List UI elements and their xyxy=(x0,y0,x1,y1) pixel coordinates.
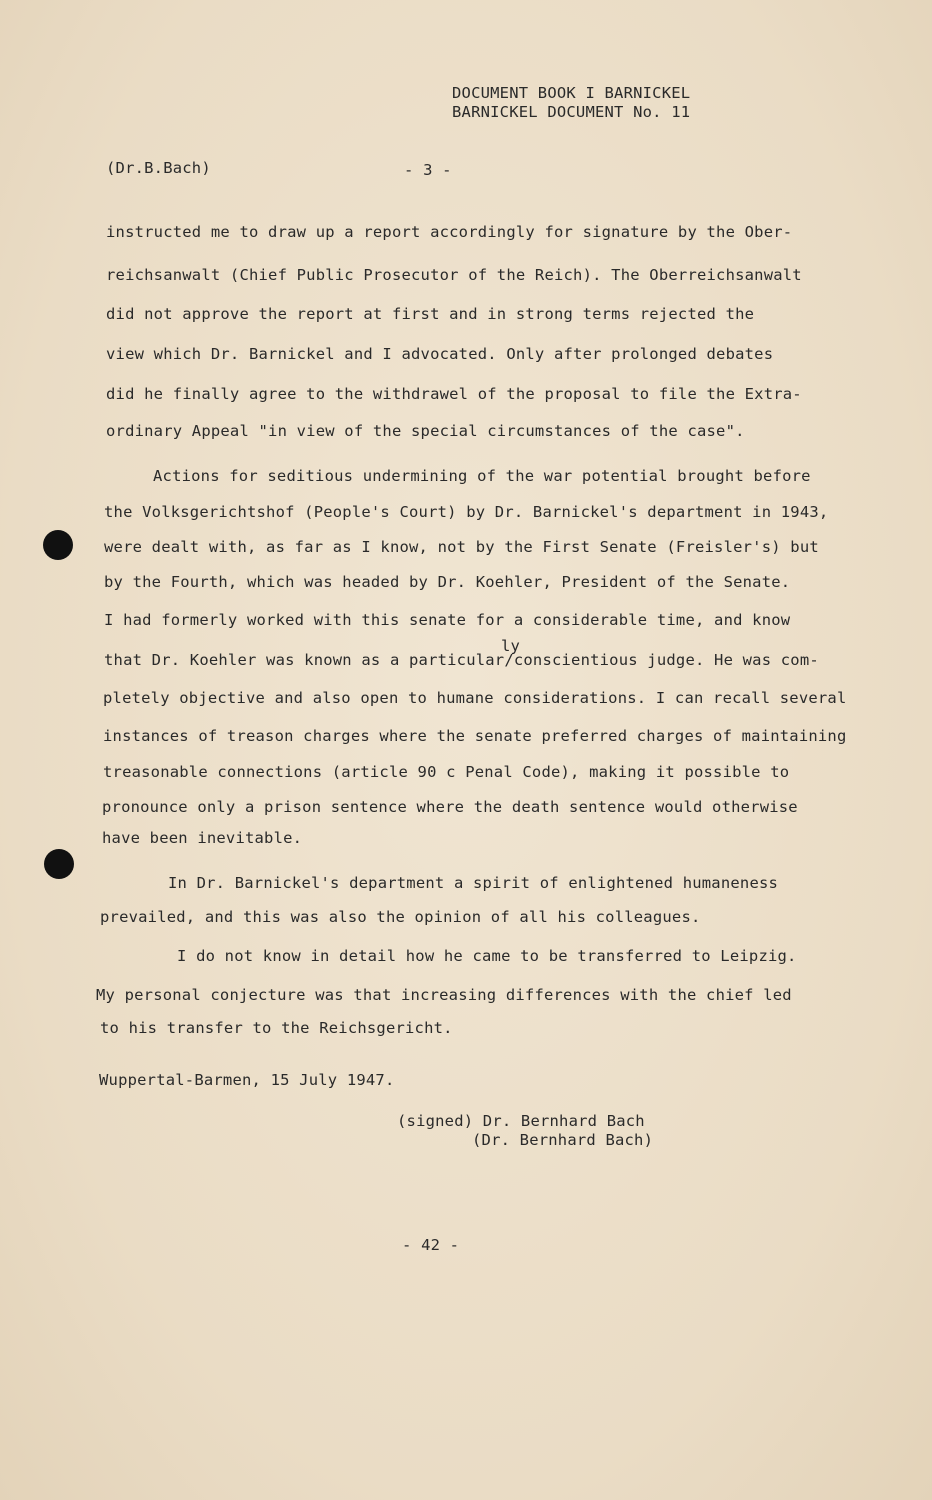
paragraph1-line: did he finally agree to the withdrawel of the proposal to file the Extra- xyxy=(106,385,802,403)
paragraph2-line: that Dr. Koehler was known as a particular/conscientious judge. He was com- xyxy=(104,651,819,669)
paragraph3-line: In Dr. Barnickel's department a spirit of enlightened humaneness xyxy=(168,874,779,892)
paragraph2-line: the Volksgerichtshof (People's Court) by Dr. Barnickel's department in 1943, xyxy=(104,503,829,521)
paragraph2-line: treasonable connections (article 90 c Penal Code), making it possible to xyxy=(103,763,790,781)
paragraph2-line: pronounce only a prison sentence where the death sentence would otherwise xyxy=(102,798,798,816)
paragraph4-line: My personal conjecture was that increasing differences with the chief led xyxy=(96,986,792,1004)
signature-signed-line: (signed) Dr. Bernhard Bach xyxy=(397,1112,645,1130)
paragraph1-line: did not approve the report at first and in strong terms rejected the xyxy=(106,305,755,323)
paragraph1-line: view which Dr. Barnickel and I advocated. Only after prolonged debates xyxy=(106,345,774,363)
header-book-line: DOCUMENT BOOK I BARNICKEL xyxy=(452,84,691,102)
place-and-date: Wuppertal-Barmen, 15 July 1947. xyxy=(99,1071,395,1089)
paragraph2-line: instances of treason charges where the senate preferred charges of maintaining xyxy=(103,727,847,745)
paragraph1-line: reichsanwalt (Chief Public Prosecutor of the Reich). The Oberreichsanwalt xyxy=(106,266,802,284)
punch-hole-top xyxy=(43,530,73,560)
header-doc-line: BARNICKEL DOCUMENT No. 11 xyxy=(452,103,691,121)
paragraph2-line: I had formerly worked with this senate for a considerable time, and know xyxy=(104,611,791,629)
paragraph1-line: ordinary Appeal "in view of the special circumstances of the case". xyxy=(106,422,745,440)
paragraph2-line: Actions for seditious undermining of the war potential brought before xyxy=(153,467,811,485)
insertion-ly: ly xyxy=(501,637,521,655)
punch-hole-bottom xyxy=(44,849,74,879)
paragraph2-line: have been inevitable. xyxy=(102,829,303,847)
paragraph2-line: by the Fourth, which was headed by Dr. Koehler, President of the Senate. xyxy=(104,573,791,591)
paragraph2-line: were dealt with, as far as I know, not by the First Senate (Freisler's) but xyxy=(104,538,819,556)
paragraph4-line: I do not know in detail how he came to be transferred to Leipzig. xyxy=(177,947,797,965)
paragraph4-line: to his transfer to the Reichsgericht. xyxy=(100,1019,453,1037)
paragraph3-line: prevailed, and this was also the opinion of all his colleagues. xyxy=(100,908,701,926)
signature-name-line: (Dr. Bernhard Bach) xyxy=(472,1131,654,1149)
page-marker: - 3 - xyxy=(404,161,452,179)
page-number: - 42 - xyxy=(402,1236,460,1254)
author-reference: (Dr.B.Bach) xyxy=(106,159,211,177)
paragraph2-line: pletely objective and also open to humane considerations. I can recall several xyxy=(103,689,847,707)
paragraph1-line: instructed me to draw up a report accordingly for signature by the Ober- xyxy=(106,223,793,241)
